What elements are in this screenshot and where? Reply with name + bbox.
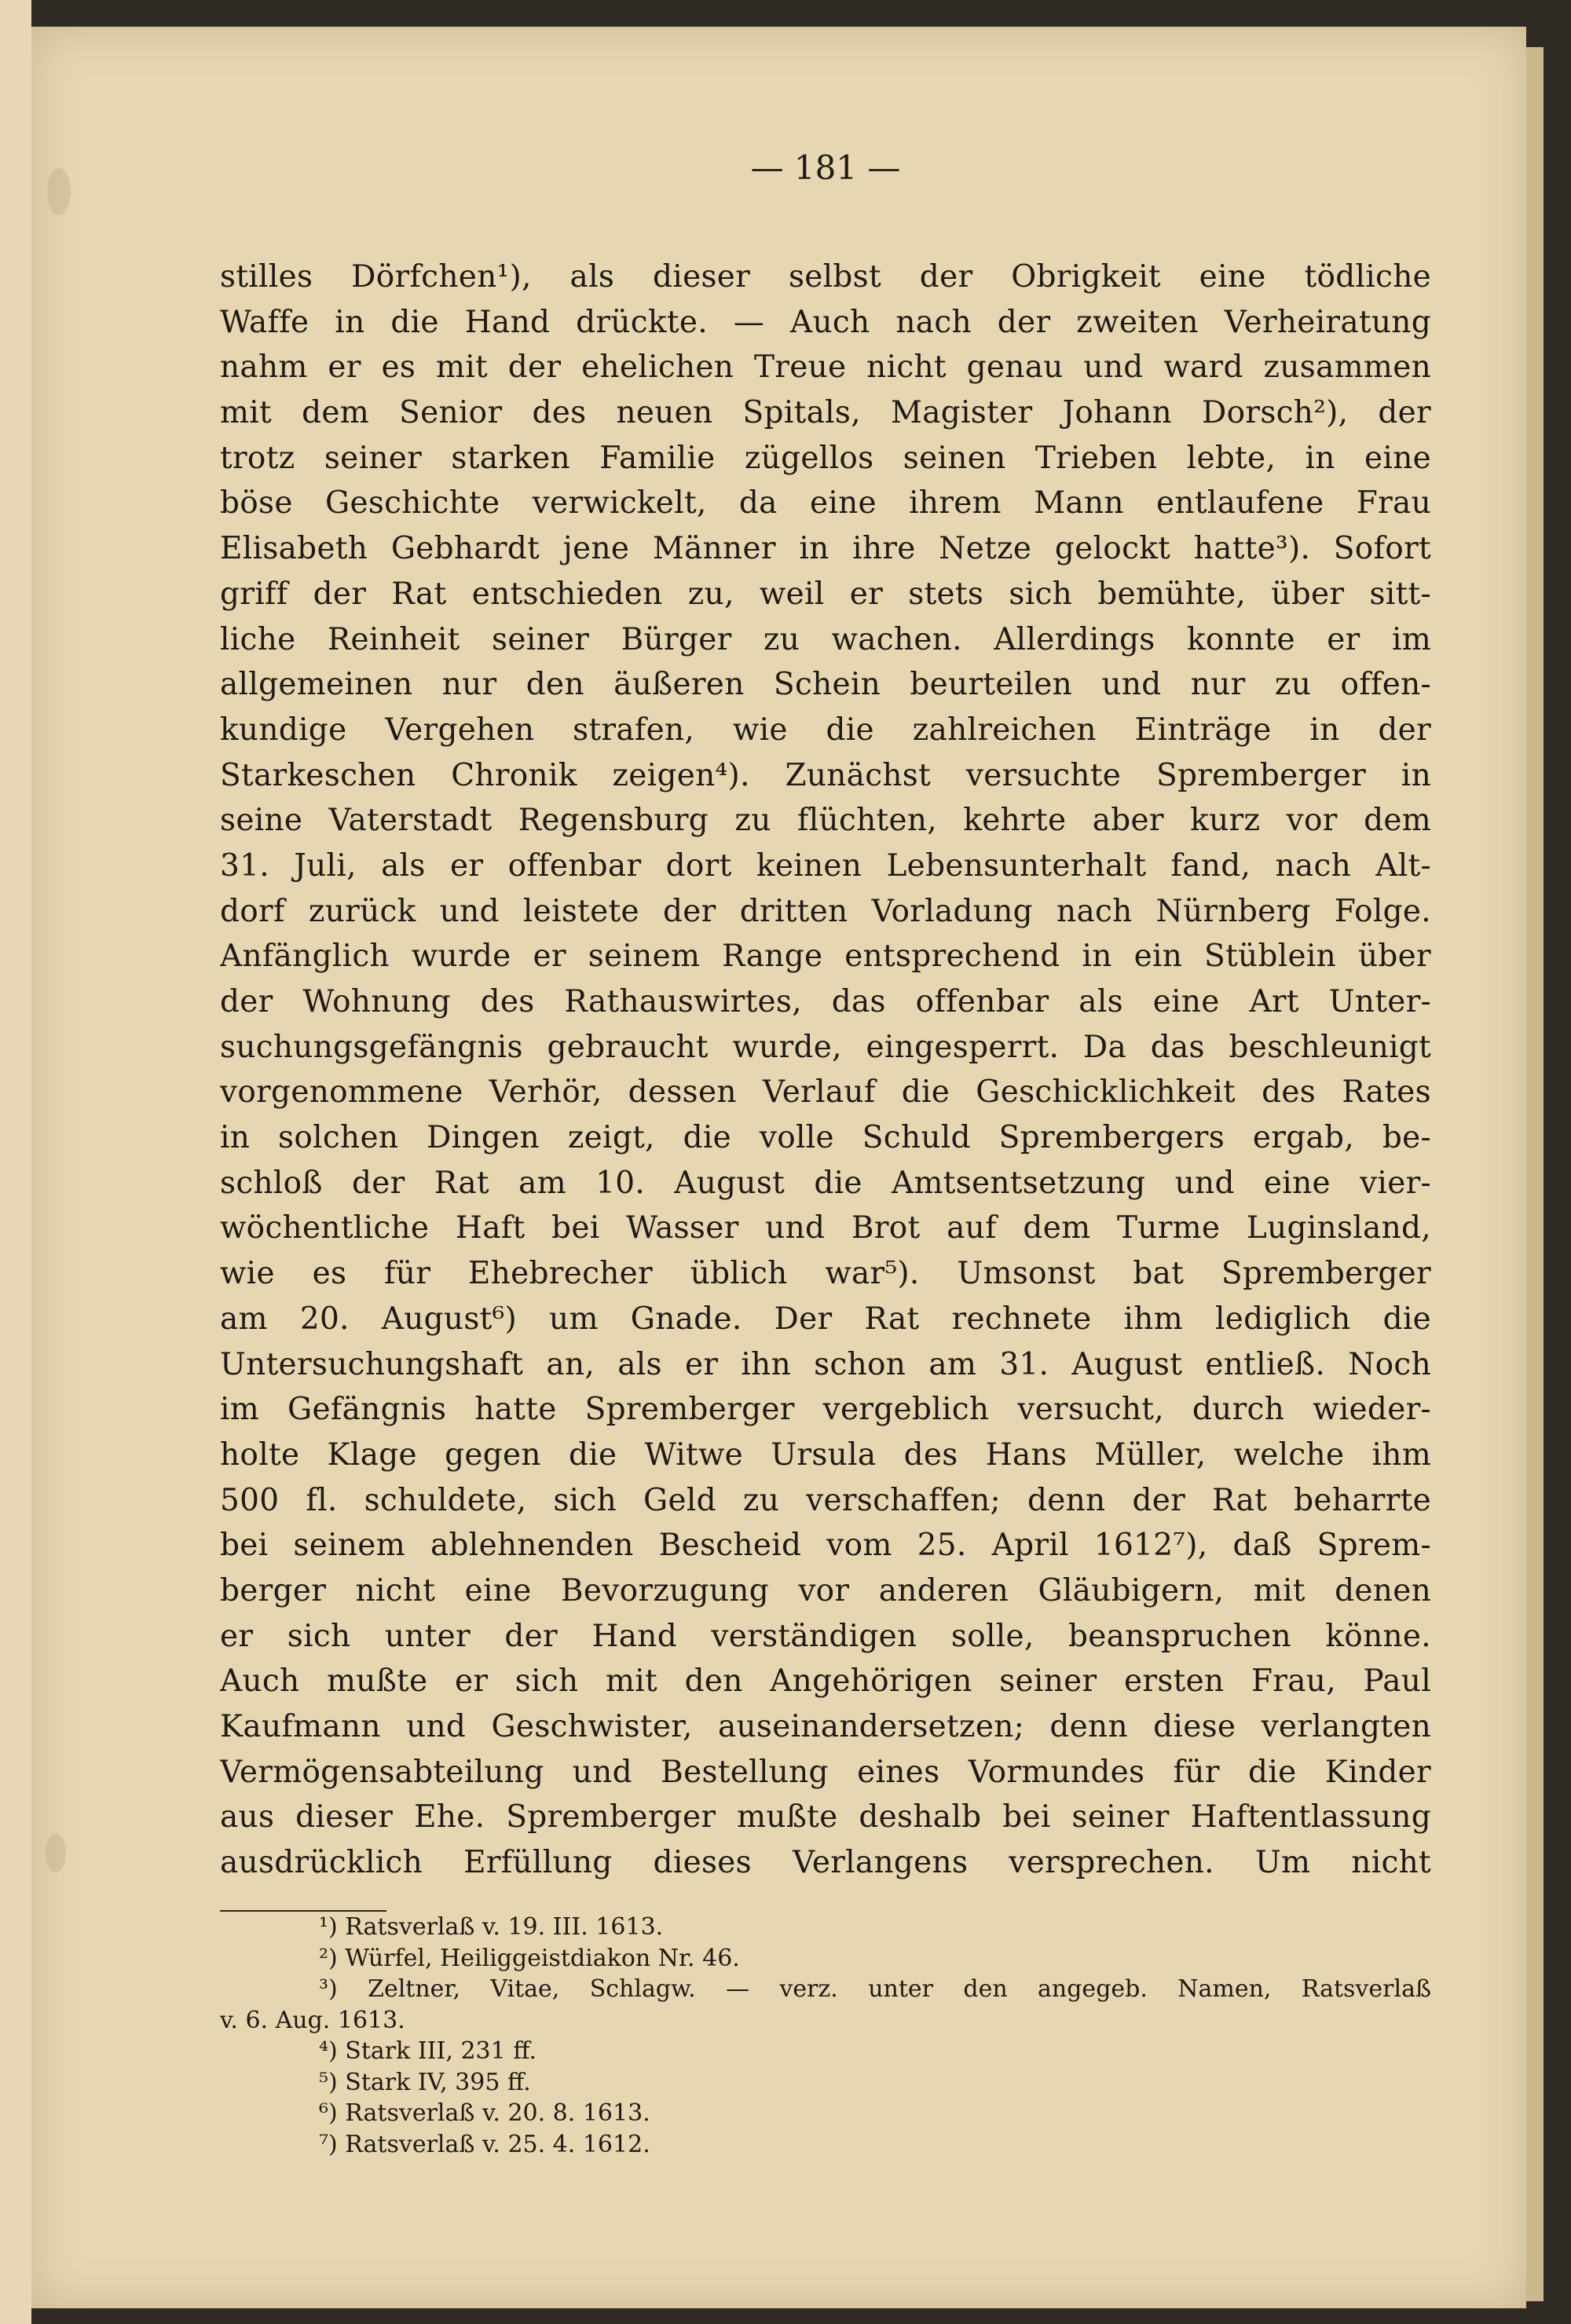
footnote: ⁴) Stark III, 231 ff. — [319, 2037, 537, 2065]
text-line: Anfänglich wurde er seinem Range entsprechend in ein Stüblein über — [220, 939, 1431, 975]
text-line: liche Reinheit seiner Bürger zu wachen. Allerdings konnte er im — [220, 621, 1431, 657]
text-line: Waffe in die Hand drückte. — Auch nach der zweiten Verheiratung — [220, 304, 1431, 340]
footnote-continuation: v. 6. Aug. 1613. — [220, 2006, 405, 2034]
text-line: Untersuchungshaft an, als er ihn schon am 31. August entließ. Noch — [220, 1346, 1431, 1382]
text-line: griff der Rat entschieden zu, weil er stets sich bemühte, über sitt- — [220, 576, 1431, 612]
text-line: kundige Vergehen strafen, wie die zahlreichen Einträge in der — [220, 712, 1431, 748]
text-line: vorgenommene Verhör, dessen Verlauf die Geschicklichkeit des Rates — [220, 1074, 1431, 1111]
footnote: ³) Zeltner, Vitae, Schlagw. — verz. unter den angegeb. Namen, Ratsverlaß — [319, 1975, 1431, 2003]
text-line: holte Klage gegen die Witwe Ursula des Hans Müller, welche ihm — [220, 1436, 1431, 1473]
text-line: mit dem Senior des neuen Spitals, Magister Johann Dorsch²), der — [220, 395, 1431, 431]
body-text — [220, 254, 1431, 1886]
text-line: Kaufmann und Geschwister, auseinandersetzen; denn diese verlangten — [220, 1709, 1431, 1744]
footnote: ⁷) Ratsverlaß v. 25. 4. 1612. — [319, 2130, 650, 2158]
text-line: im Gefängnis hatte Spremberger vergeblich versucht, durch wieder- — [220, 1392, 1431, 1428]
text-line: Elisabeth Gebhardt jene Männer in ihre Netze gelockt hatte³). Sofort — [220, 531, 1431, 567]
paper-stain — [47, 168, 71, 215]
footnote: ²) Würfel, Heiliggeistdiakon Nr. 46. — [319, 1944, 740, 1972]
text-line: 31. Juli, als er offenbar dort keinen Lebensunterhalt fand, nach Alt- — [220, 847, 1431, 884]
text-line: Auch mußte er sich mit den Angehörigen seiner ersten Frau, Paul — [220, 1663, 1431, 1700]
text-line: nahm er es mit der ehelichen Treue nicht genau und ward zusammen — [220, 350, 1431, 386]
text-line: der Wohnung des Rathauswirtes, das offenbar als eine Art Unter- — [220, 984, 1431, 1019]
footnote: ¹) Ratsverlaß v. 19. III. 1613. — [319, 1913, 664, 1941]
text-line: seine Vaterstadt Regensburg zu flüchten, kehrte aber kurz vor dem — [220, 803, 1431, 839]
text-line: wie es für Ehebrecher üblich war⁵). Umsonst bat Spremberger — [220, 1256, 1431, 1292]
text-line: er sich unter der Hand verständigen solle, beanspruchen könne. — [220, 1618, 1431, 1654]
paper-stain — [46, 1833, 66, 1872]
text-line: Starkeschen Chronik zeigen⁴). Zunächst versuchte Spremberger in — [220, 757, 1431, 793]
footnote: ⁵) Stark IV, 395 ff. — [319, 2068, 531, 2096]
book-binding — [0, 0, 31, 2324]
footnotes — [220, 1912, 1431, 2160]
text-line: wöchentliche Haft bei Wasser und Brot auf dem Turme Luginsland, — [220, 1210, 1431, 1246]
text-line: suchungsgefängnis gebraucht wurde, eingesperrt. Da das beschleunigt — [220, 1029, 1431, 1065]
text-line: trotz seiner starken Familie zügellos seinen Trieben lebte, in eine — [220, 440, 1431, 476]
text-line: Vermögensabteilung und Bestellung eines Vormundes für die Kinder — [220, 1754, 1431, 1790]
text-line: böse Geschichte verwickelt, da eine ihrem Mann entlaufene Frau — [220, 485, 1431, 522]
book-page — [31, 27, 1526, 2308]
page-number: — 181 — — [750, 148, 901, 187]
footnote: ⁶) Ratsverlaß v. 20. 8. 1613. — [319, 2099, 650, 2127]
text-line: allgemeinen nur den äußeren Schein beurteilen und nur zu offen- — [220, 667, 1431, 703]
text-line: ausdrücklich Erfüllung dieses Verlangens versprechen. Um nicht — [220, 1845, 1431, 1881]
text-line: aus dieser Ehe. Spremberger mußte deshalb bei seiner Haftentlassung — [220, 1799, 1431, 1835]
text-line: 500 fl. schuldete, sich Geld zu verschaffen; denn der Rat beharrte — [220, 1482, 1431, 1518]
text-line: stilles Dörfchen¹), als dieser selbst der Obrigkeit eine tödliche — [220, 259, 1431, 295]
page-edge — [1526, 47, 1544, 2301]
text-line: bei seinem ablehnenden Bescheid vom 25. April 1612⁷), daß Sprem- — [220, 1528, 1431, 1564]
text-line: berger nicht eine Bevorzugung vor anderen Gläubigern, mit denen — [220, 1572, 1431, 1609]
text-line: schloß der Rat am 10. August die Amtsentsetzung und eine vier- — [220, 1165, 1431, 1201]
text-line: in solchen Dingen zeigt, die volle Schuld Sprembergers ergab, be- — [220, 1120, 1431, 1156]
text-line: dorf zurück und leistete der dritten Vorladung nach Nürnberg Folge. — [220, 893, 1431, 929]
text-line: am 20. August⁶) um Gnade. Der Rat rechnete ihm lediglich die — [220, 1301, 1431, 1337]
